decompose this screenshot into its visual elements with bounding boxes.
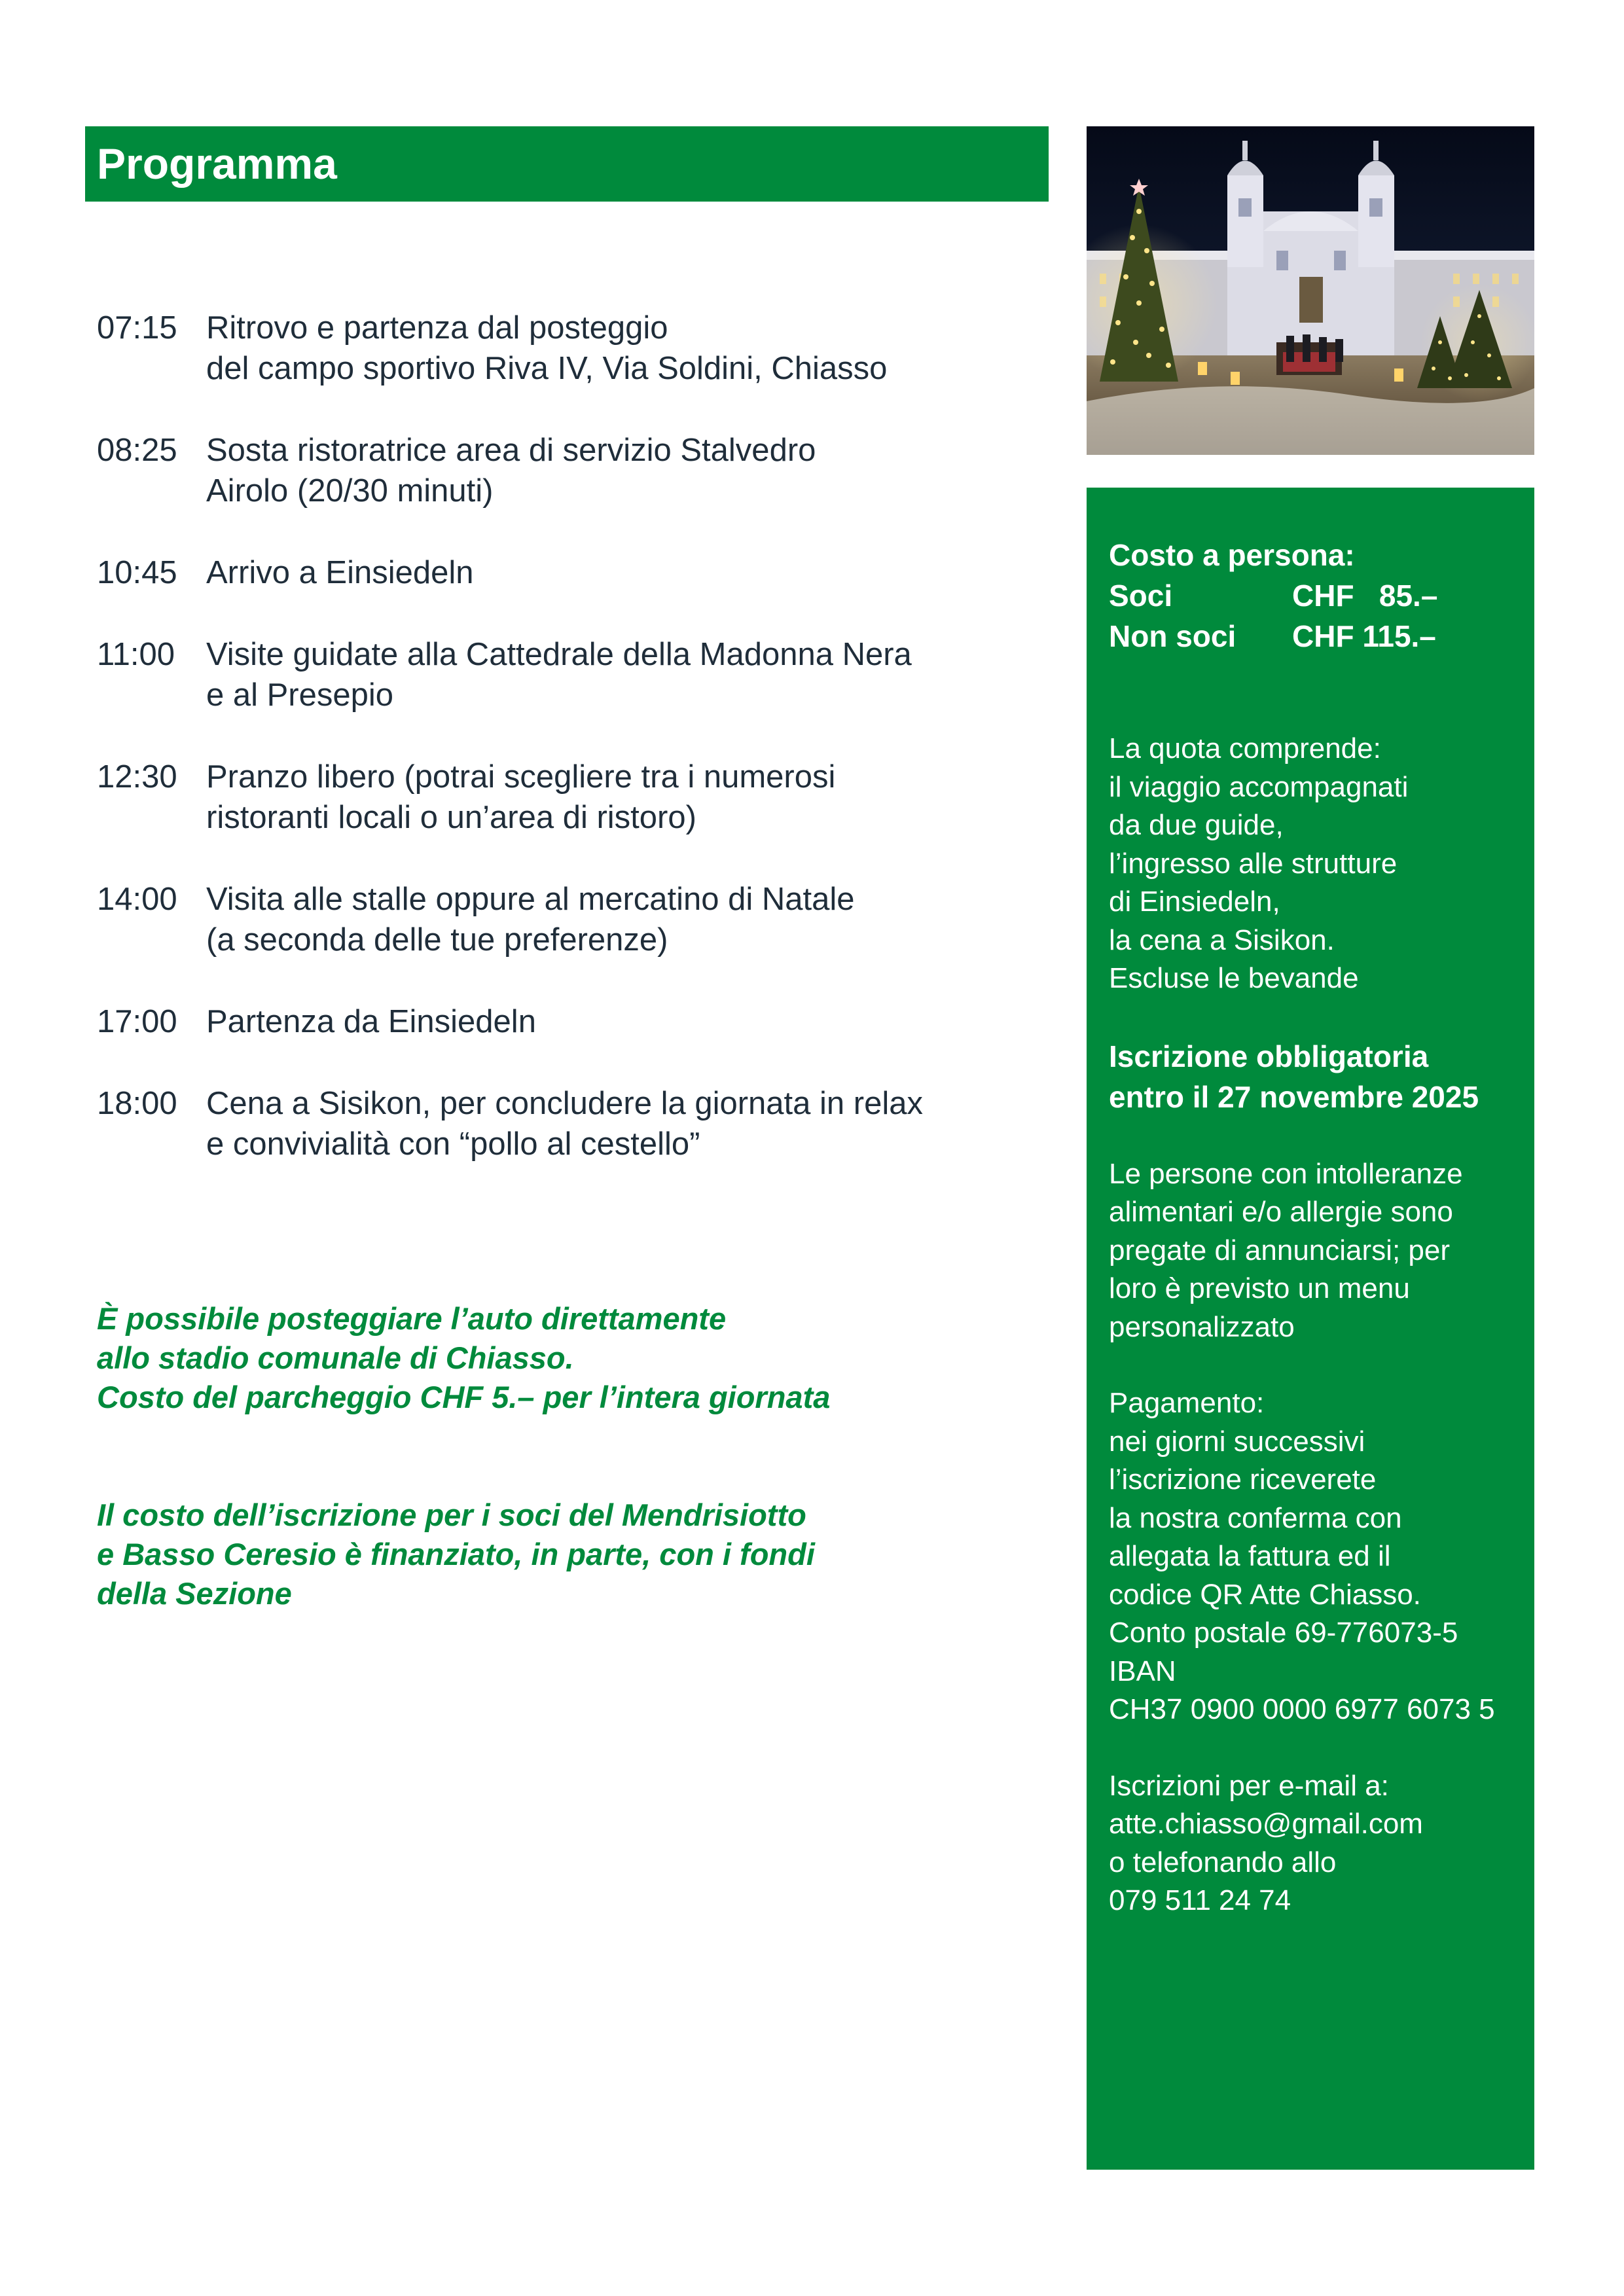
contact-phone[interactable]: 079 511 24 74 [1109,1884,1291,1916]
schedule-item [97,430,1053,511]
schedule-text: Visite guidate alla Cattedrale della Madonna Nera [206,637,912,672]
payment-section [1109,1384,1521,1729]
note-line: allo stadio comunale di Chiasso. [97,1340,574,1375]
quota-line: La quota comprende: [1109,732,1381,764]
contact-email[interactable]: atte.chiasso@gmail.com [1109,1808,1423,1840]
schedule-item [97,552,1053,593]
payment-line: CH37 0900 0000 6977 6073 5 [1109,1693,1495,1725]
schedule-time: 18:00 [97,1086,177,1121]
schedule-text: ristoranti locali o un’area di ristoro) [206,800,696,835]
schedule-time: 11:00 [97,637,175,672]
price-row-members [1109,575,1521,616]
parking-note [97,1299,1013,1417]
contact-line: o telefonando allo [1109,1846,1337,1878]
allergies-line: pregate di annunciarsi; per [1109,1234,1450,1266]
payment-line: codice QR Atte Chiasso. [1109,1578,1421,1611]
contact-section [1109,1767,1521,1920]
quota-line: di Einsiedeln, [1109,886,1280,918]
schedule-item [97,879,1053,960]
schedule-text: Airolo (20/30 minuti) [206,473,494,509]
schedule-item [97,634,1053,715]
price-row-non-members [1109,616,1521,656]
program-title: Programma [97,139,337,188]
payment-line: nei giorni successivi [1109,1425,1365,1458]
note-line: e Basso Ceresio è finanziato, in parte, con i fondi [97,1537,815,1571]
schedule-time: 12:30 [97,759,177,795]
allergies-section [1109,1155,1521,1347]
schedule-item [97,1001,1053,1042]
schedule-text: Arrivo a Einsiedeln [206,555,474,590]
quota-line: Escluse le bevande [1109,962,1359,994]
price-value: CHF 85.– [1292,579,1438,613]
price-value: CHF 115.– [1292,619,1436,653]
registration-section [1109,1036,1521,1117]
quota-line: la cena a Sisikon. [1109,924,1335,956]
schedule-time: 07:15 [97,310,177,346]
note-line: Il costo dell’iscrizione per i soci del Mendrisiotto [97,1498,806,1532]
schedule-item [97,757,1053,838]
program-header [85,126,1049,202]
funding-note [97,1496,1013,1613]
schedule-text: Pranzo libero (potrai scegliere tra i numerosi [206,759,836,795]
schedule-time: 08:25 [97,433,177,468]
schedule-text: Visita alle stalle oppure al mercatino di Natale [206,882,855,917]
quota-section [1109,730,1521,998]
program-schedule [97,308,1053,1206]
schedule-time: 14:00 [97,882,177,917]
registration-line: Iscrizione obbligatoria [1109,1039,1429,1073]
cost-section [1109,535,1521,656]
payment-line: la nostra conferma con [1109,1501,1402,1534]
allergies-line: alimentari e/o allergie sono [1109,1196,1453,1228]
schedule-text: Cena a Sisikon, per concludere la giornata in relax [206,1086,923,1121]
allergies-line: personalizzato [1109,1310,1295,1343]
schedule-item [97,308,1053,389]
payment-line: Pagamento: [1109,1387,1265,1419]
note-line: Costo del parcheggio CHF 5.– per l’intera giornata [97,1380,831,1414]
allergies-line: loro è previsto un menu [1109,1272,1410,1304]
schedule-text: Ritrovo e partenza dal posteggio [206,310,668,346]
price-label: Non soci [1109,619,1236,653]
contact-line: Iscrizioni per e-mail a: [1109,1769,1389,1802]
schedule-text: del campo sportivo Riva IV, Via Soldini, Chiasso [206,351,888,386]
schedule-time: 17:00 [97,1004,177,1039]
schedule-text: Sosta ristoratrice area di servizio Stalvedro [206,433,816,468]
note-line: della Sezione [97,1576,292,1611]
quota-line: il viaggio accompagnati [1109,770,1409,803]
allergies-line: Le persone con intolleranze [1109,1157,1463,1190]
cost-title: Costo a persona: [1109,538,1355,572]
price-label: Soci [1109,579,1173,613]
payment-line: l’iscrizione riceverete [1109,1463,1377,1496]
schedule-item [97,1083,1053,1164]
christmas-night-abbey-photo-icon [1087,126,1534,455]
quota-line: da due guide, [1109,809,1284,841]
note-line: È possibile posteggiare l’auto direttamente [97,1301,727,1336]
schedule-text: (a seconda delle tue preferenze) [206,922,668,958]
schedule-time: 10:45 [97,555,177,590]
payment-line: allegata la fattura ed il [1109,1540,1391,1572]
info-panel [1087,488,1534,2170]
payment-line: IBAN [1109,1655,1176,1687]
schedule-text: e convivialità con “pollo al cestello” [206,1126,700,1162]
payment-line: Conto postale 69-776073-5 [1109,1617,1458,1649]
registration-line: entro il 27 novembre 2025 [1109,1079,1479,1114]
schedule-text: Partenza da Einsiedeln [206,1004,536,1039]
quota-line: l’ingresso alle strutture [1109,847,1398,880]
schedule-text: e al Presepio [206,677,394,713]
einsiedeln-abbey-photo [1087,126,1534,455]
